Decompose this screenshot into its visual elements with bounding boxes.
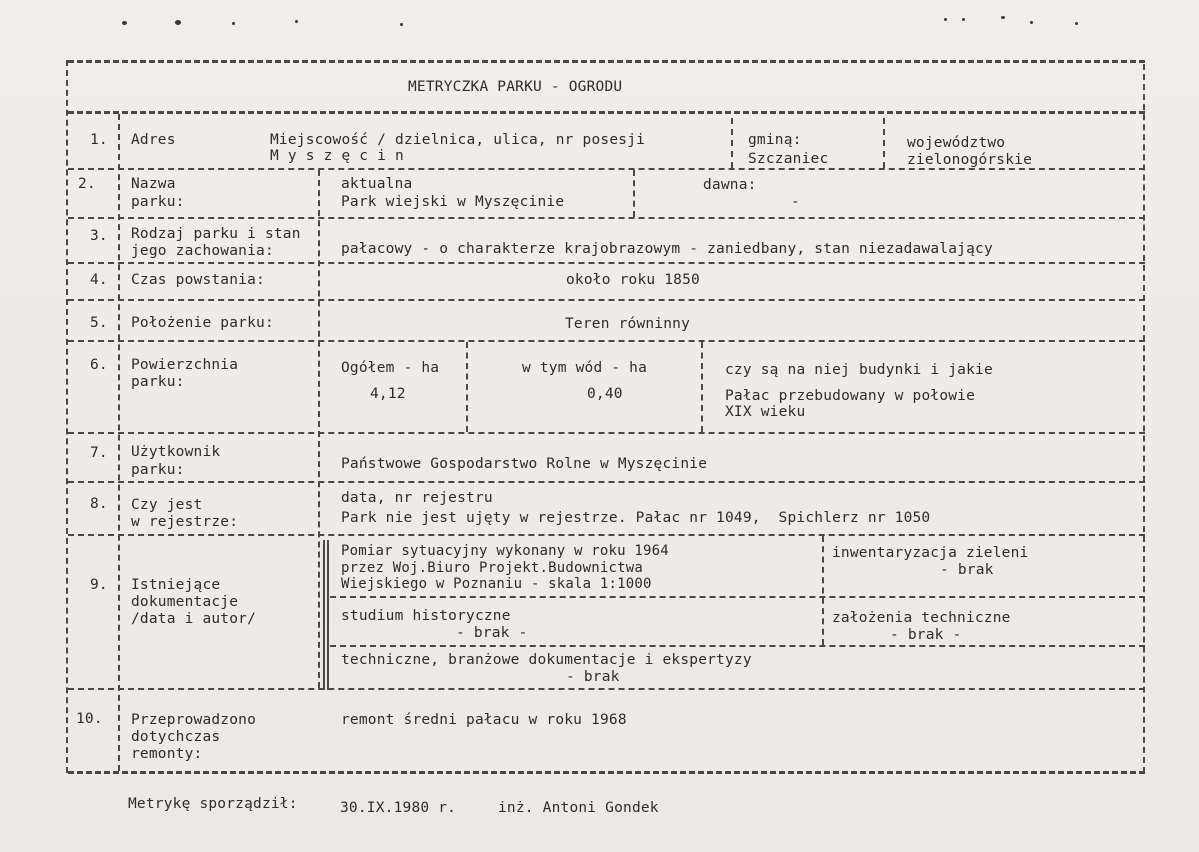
current-name-value: Park wiejski w Myszęcinie <box>341 194 565 210</box>
row9-inner-separator <box>330 596 1145 598</box>
gmina-column-line <box>731 118 733 168</box>
label-column-bold-line <box>323 540 325 690</box>
water-area-value: 0,40 <box>587 386 623 402</box>
ink-speck <box>1030 21 1033 24</box>
title-separator <box>68 111 1145 114</box>
label-column-line <box>318 170 320 688</box>
row-label: dokumentacje <box>131 594 239 610</box>
ink-speck <box>122 21 127 25</box>
row-label: parku: <box>131 374 185 390</box>
row-separator <box>68 688 1145 690</box>
row-label: Nazwa <box>131 176 176 192</box>
number-column-line <box>118 114 120 771</box>
row-label: jego zachowania: <box>131 243 274 259</box>
woj-column-line <box>883 118 885 168</box>
row-number: 10. <box>76 711 103 727</box>
frame-bottom-line <box>68 771 1145 774</box>
footer-label: Metrykę sporządził: <box>128 796 298 812</box>
survey-text: przez Woj.Biuro Projekt.Budownictwa <box>341 560 644 576</box>
footer-author: inż. Antoni Gondek <box>498 800 659 816</box>
frame-left-line <box>66 60 68 773</box>
address-header: Miejscowość / dzielnica, ulica, nr posesji <box>270 132 646 148</box>
row-separator <box>68 262 1145 264</box>
current-name-label: aktualna <box>341 176 413 192</box>
founding-date-value: około roku 1850 <box>566 272 700 288</box>
row-label: Istniejące <box>131 577 221 593</box>
row-number: 9. <box>90 577 108 593</box>
study-label: studium historyczne <box>341 608 511 624</box>
ink-speck <box>1001 16 1005 19</box>
woj-label: województwo <box>907 135 1006 151</box>
ink-speck <box>1075 22 1078 25</box>
docs-value: - brak <box>566 669 620 685</box>
ink-speck <box>232 22 235 25</box>
row-label: Czy jest <box>131 497 203 513</box>
document-title: METRYCZKA PARKU - OGRODU <box>408 79 623 95</box>
row-number: 2. <box>78 176 96 192</box>
row-label: parku: <box>131 462 185 478</box>
gmina-value: Szczaniec <box>748 151 829 167</box>
frame-right-line <box>1143 64 1145 773</box>
woj-value: zielonogórskie <box>907 152 1033 168</box>
row-label: Rodzaj parku i stan <box>131 226 301 242</box>
location-value: Teren równinny <box>565 316 691 332</box>
ink-speck <box>944 18 947 21</box>
buildings-value: XIX wieku <box>725 404 806 420</box>
row-separator <box>68 217 1145 219</box>
row-separator <box>68 534 1145 536</box>
repairs-value: remont średni pałacu w roku 1968 <box>341 712 627 728</box>
former-name-line <box>633 170 635 217</box>
row-label: Przeprowadzono <box>131 712 257 728</box>
survey-text: Wiejskiego w Poznaniu - skala 1:1000 <box>341 576 652 592</box>
row-label: /data i autor/ <box>131 611 257 627</box>
buildings-label: czy są na niej budynki i jakie <box>725 362 993 378</box>
row-label: Użytkownik <box>131 444 221 460</box>
row-label: Położenie parku: <box>131 315 274 331</box>
register-header: data, nr rejestru <box>341 490 493 506</box>
row-number: 6. <box>90 357 108 373</box>
water-area-label: w tym wód - ha <box>522 360 648 376</box>
row-number: 1. <box>90 132 108 148</box>
ink-speck <box>175 20 181 25</box>
row-label: remonty: <box>131 746 203 762</box>
tech-value: - brak - <box>890 627 962 643</box>
inventory-label: inwentaryzacja zieleni <box>832 545 1029 561</box>
former-name-label: dawna: <box>703 177 757 193</box>
row-label: Powierzchnia <box>131 357 239 373</box>
register-value: Park nie jest ujęty w rejestrze. Pałac nr 1049, Spichlerz nr 1050 <box>341 510 931 526</box>
tech-label: założenia techniczne <box>832 610 1011 626</box>
row9-inner-separator <box>330 645 1145 647</box>
docs-label: techniczne, branżowe dokumentacje i ekspertyzy <box>341 652 752 668</box>
area-column-line <box>701 342 703 432</box>
footer-date: 30.IX.1980 r. <box>340 800 457 816</box>
row-number: 4. <box>90 272 108 288</box>
former-name-value: - <box>791 194 800 210</box>
buildings-value: Pałac przebudowany w połowie <box>725 388 976 404</box>
row-number: 5. <box>90 315 108 331</box>
frame-top-line <box>68 60 1145 63</box>
gmina-label: gminą: <box>748 132 802 148</box>
park-type-value: pałacowy - o charakterze krajobrazowym - zaniedbany, stan niezadawalający <box>341 241 993 257</box>
survey-text: Pomiar sytuacyjny wykonany w roku 1964 <box>341 543 669 559</box>
address-value: M y s z ę c i n <box>270 148 404 164</box>
ink-speck <box>962 18 965 21</box>
row-label: Czas powstania: <box>131 272 265 288</box>
row-separator <box>68 299 1145 301</box>
ink-speck <box>400 23 403 26</box>
row-label: Adres <box>131 132 176 148</box>
ink-speck <box>295 20 298 23</box>
row-label: parku: <box>131 194 185 210</box>
user-value: Państwowe Gospodarstwo Rolne w Myszęcinie <box>341 456 708 472</box>
row-label: w rejestrze: <box>131 514 239 530</box>
label-column-bold-line <box>327 540 329 690</box>
row-number: 7. <box>90 445 108 461</box>
study-value: - brak - <box>456 625 528 641</box>
row-separator <box>68 340 1145 342</box>
row-number: 8. <box>90 496 108 512</box>
total-area-label: Ogółem - ha <box>341 360 440 376</box>
row-label: dotychczas <box>131 729 221 745</box>
total-area-value: 4,12 <box>370 386 406 402</box>
area-column-line <box>466 342 468 432</box>
row-number: 3. <box>90 228 108 244</box>
row-separator <box>68 481 1145 483</box>
inventory-value: - brak <box>940 562 994 578</box>
row-separator <box>68 432 1145 434</box>
docs-column-line <box>822 536 824 645</box>
